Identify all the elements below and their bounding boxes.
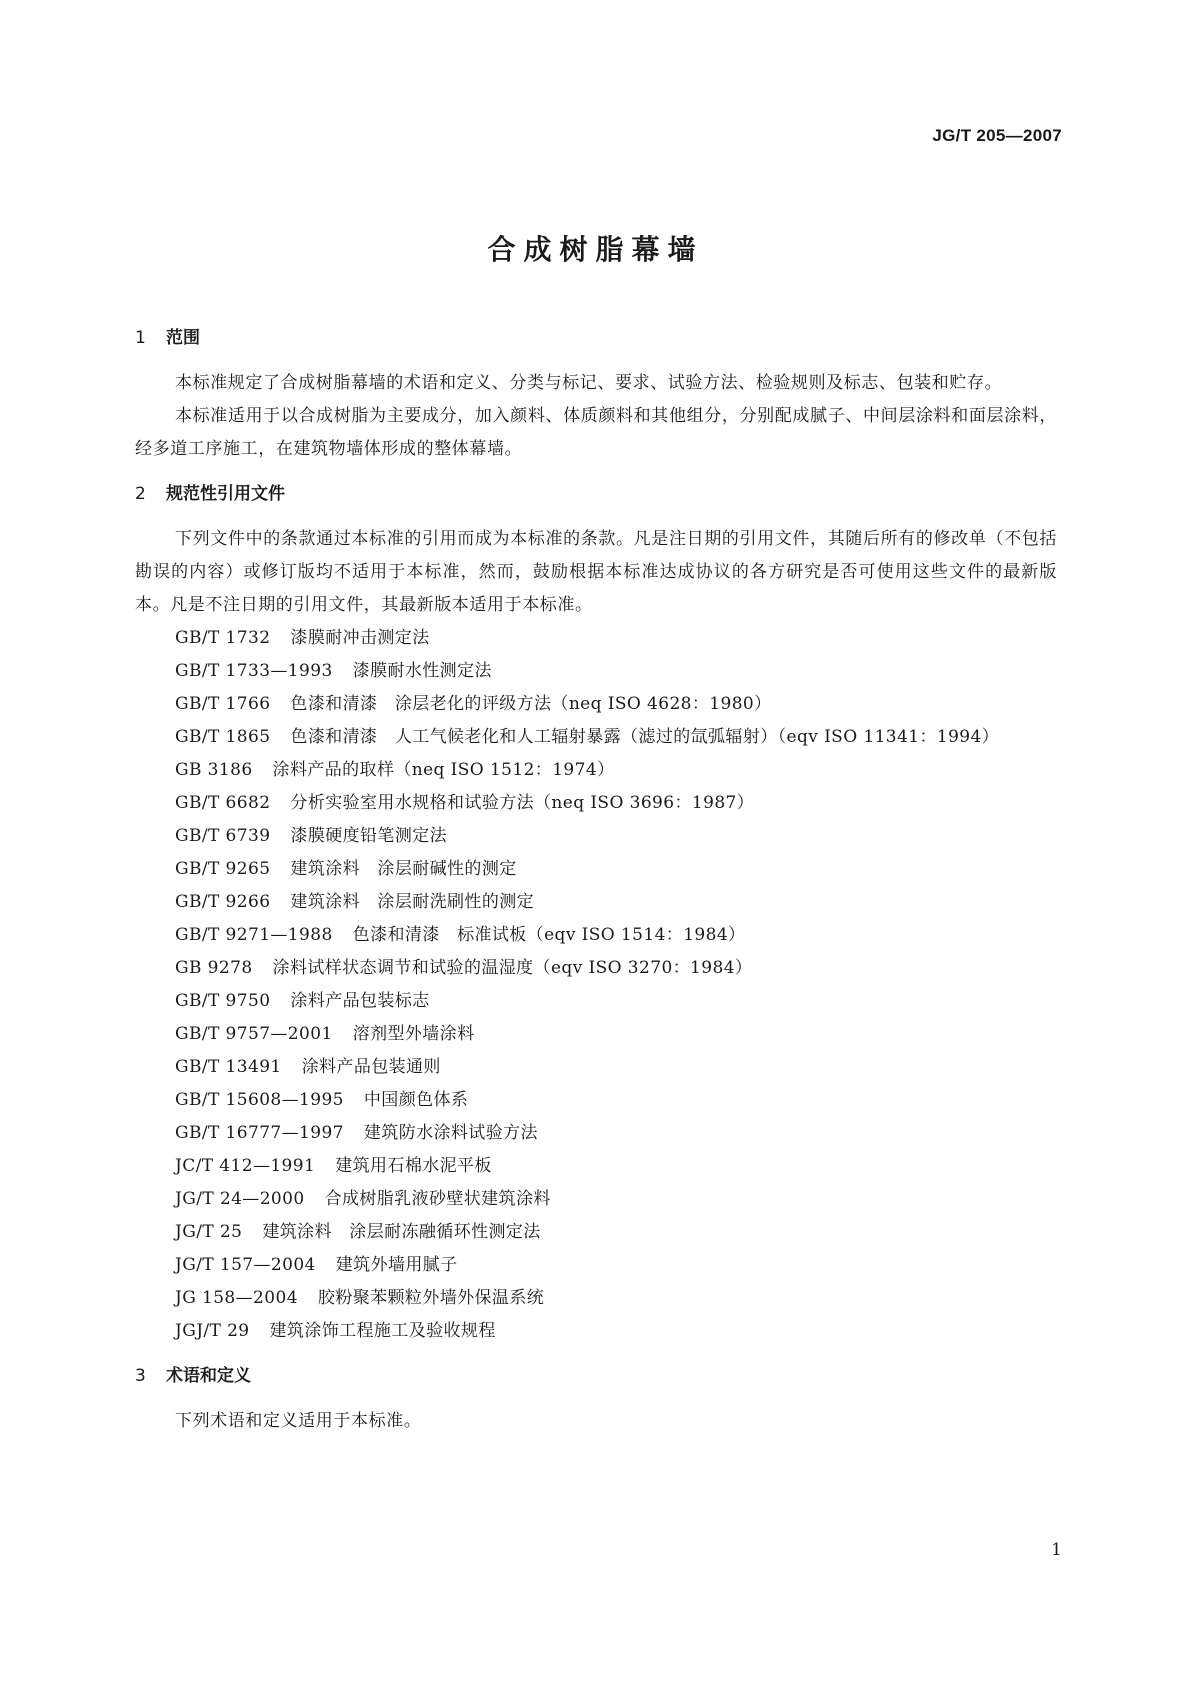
reference-code: GB/T 1733—1993 bbox=[175, 661, 333, 681]
reference-title: 建筑涂料 涂层耐洗刷性的测定 bbox=[290, 892, 535, 912]
reference-title: 漆膜耐水性测定法 bbox=[352, 661, 492, 681]
reference-title: 胶粉聚苯颗粒外墙外保温系统 bbox=[317, 1288, 545, 1308]
reference-code: GB/T 13491 bbox=[175, 1057, 282, 1077]
reference-item bbox=[135, 919, 1057, 952]
section-heading-scope bbox=[135, 322, 1057, 355]
reference-code: GB/T 15608—1995 bbox=[175, 1090, 344, 1110]
reference-code: JG/T 24—2000 bbox=[175, 1189, 305, 1209]
reference-code: GB/T 9750 bbox=[175, 991, 271, 1011]
section-number: 3 bbox=[135, 1366, 146, 1386]
section-title: 规范性引用文件 bbox=[166, 484, 285, 504]
section-title: 范围 bbox=[166, 328, 200, 348]
reference-item bbox=[135, 820, 1057, 853]
reference-item bbox=[135, 721, 1057, 754]
reference-item bbox=[135, 1282, 1057, 1315]
section-title: 术语和定义 bbox=[166, 1366, 251, 1386]
reference-code: GB/T 1766 bbox=[175, 694, 271, 714]
reference-item bbox=[135, 853, 1057, 886]
reference-code: GB/T 9265 bbox=[175, 859, 271, 879]
reference-item bbox=[135, 754, 1057, 787]
reference-item bbox=[135, 886, 1057, 919]
reference-item bbox=[135, 1117, 1057, 1150]
reference-title: 涂料产品包装通则 bbox=[301, 1057, 441, 1077]
reference-code: GB/T 1865 bbox=[175, 727, 271, 747]
standard-number: JG/T 205—2007 bbox=[932, 126, 1062, 145]
reference-code: JGJ/T 29 bbox=[175, 1321, 250, 1341]
reference-item bbox=[135, 952, 1057, 985]
reference-item bbox=[135, 622, 1057, 655]
reference-item bbox=[135, 688, 1057, 721]
reference-code: GB/T 16777—1997 bbox=[175, 1123, 344, 1143]
reference-title: 合成树脂乳液砂壁状建筑涂料 bbox=[324, 1189, 551, 1209]
reference-code: GB 9278 bbox=[175, 958, 253, 978]
document-title: 合成树脂幕墙 bbox=[487, 233, 704, 266]
reference-code: GB/T 1732 bbox=[175, 628, 271, 648]
section-heading-terms-definitions bbox=[135, 1360, 1057, 1393]
paragraph: 本标准适用于以合成树脂为主要成分，加入颜料、体质颜料和其他组分，分别配成腻子、中间层涂料和面层涂料，经多道工序施工，在建筑物墙体形成的整体幕墙。 bbox=[135, 406, 1057, 459]
reference-item bbox=[135, 1051, 1057, 1084]
reference-item bbox=[135, 1084, 1057, 1117]
section-heading-normative-references bbox=[135, 478, 1057, 511]
reference-title: 色漆和清漆 标准试板（eqv ISO 1514：1984） bbox=[352, 925, 746, 945]
reference-code: GB/T 6682 bbox=[175, 793, 271, 813]
reference-item bbox=[135, 1018, 1057, 1051]
reference-code: GB/T 9757—2001 bbox=[175, 1024, 333, 1044]
reference-title: 色漆和清漆 人工气候老化和人工辐射暴露（滤过的氙弧辐射）（eqv ISO 11341：1994） bbox=[290, 727, 1000, 747]
reference-title: 漆膜硬度铅笔测定法 bbox=[290, 826, 448, 846]
section-number: 1 bbox=[135, 328, 146, 348]
reference-title: 中国颜色体系 bbox=[363, 1090, 469, 1110]
paragraph: 下列文件中的条款通过本标准的引用而成为本标准的条款。凡是注日期的引用文件，其随后所有的修改单（不包括勘误的内容）或修订版均不适用于本标准，然而，鼓励根据本标准达成协议的各方研究是否可使用这些文件的最新版本。凡是不注日期的引用文件，其最新版本适用于本标准。 bbox=[135, 529, 1057, 615]
reference-title: 建筑防水涂料试验方法 bbox=[363, 1123, 538, 1143]
reference-item bbox=[135, 787, 1057, 820]
reference-title: 建筑涂料 涂层耐碱性的测定 bbox=[290, 859, 517, 879]
reference-title: 涂料产品的取样（neq ISO 1512：1974） bbox=[272, 760, 615, 780]
reference-code: JG 158—2004 bbox=[175, 1288, 298, 1308]
reference-item bbox=[135, 985, 1057, 1018]
reference-item bbox=[135, 1315, 1057, 1348]
reference-code: GB/T 9266 bbox=[175, 892, 271, 912]
reference-title: 建筑涂饰工程施工及验收规程 bbox=[269, 1321, 496, 1341]
reference-code: GB/T 6739 bbox=[175, 826, 271, 846]
section-number: 2 bbox=[135, 484, 146, 504]
reference-title: 建筑涂料 涂层耐冻融循环性测定法 bbox=[262, 1222, 541, 1242]
reference-title: 漆膜耐冲击测定法 bbox=[290, 628, 430, 648]
document-body bbox=[135, 322, 1057, 1438]
reference-item bbox=[135, 1150, 1057, 1183]
page-number: 1 bbox=[1051, 1540, 1062, 1560]
reference-title: 涂料试样状态调节和试验的温湿度（eqv ISO 3270：1984） bbox=[272, 958, 753, 978]
reference-list bbox=[135, 622, 1057, 1348]
reference-code: GB 3186 bbox=[175, 760, 253, 780]
reference-title: 色漆和清漆 涂层老化的评级方法（neq ISO 4628：1980） bbox=[290, 694, 772, 714]
reference-item bbox=[135, 1183, 1057, 1216]
reference-title: 涂料产品包装标志 bbox=[290, 991, 430, 1011]
reference-code: JC/T 412—1991 bbox=[175, 1156, 316, 1176]
reference-item bbox=[135, 1216, 1057, 1249]
reference-title: 建筑用石棉水泥平板 bbox=[335, 1156, 492, 1176]
reference-code: JG/T 157—2004 bbox=[175, 1255, 316, 1275]
reference-item bbox=[135, 1249, 1057, 1282]
reference-title: 建筑外墙用腻子 bbox=[335, 1255, 458, 1275]
reference-code: JG/T 25 bbox=[175, 1222, 243, 1242]
paragraph: 本标准规定了合成树脂幕墙的术语和定义、分类与标记、要求、试验方法、检验规则及标志、包装和贮存。 bbox=[175, 373, 1003, 393]
reference-item bbox=[135, 655, 1057, 688]
paragraph: 下列术语和定义适用于本标准。 bbox=[175, 1411, 422, 1431]
reference-code: GB/T 9271—1988 bbox=[175, 925, 333, 945]
reference-title: 分析实验室用水规格和试验方法（neq ISO 3696：1987） bbox=[290, 793, 755, 813]
reference-title: 溶剂型外墙涂料 bbox=[352, 1024, 475, 1044]
